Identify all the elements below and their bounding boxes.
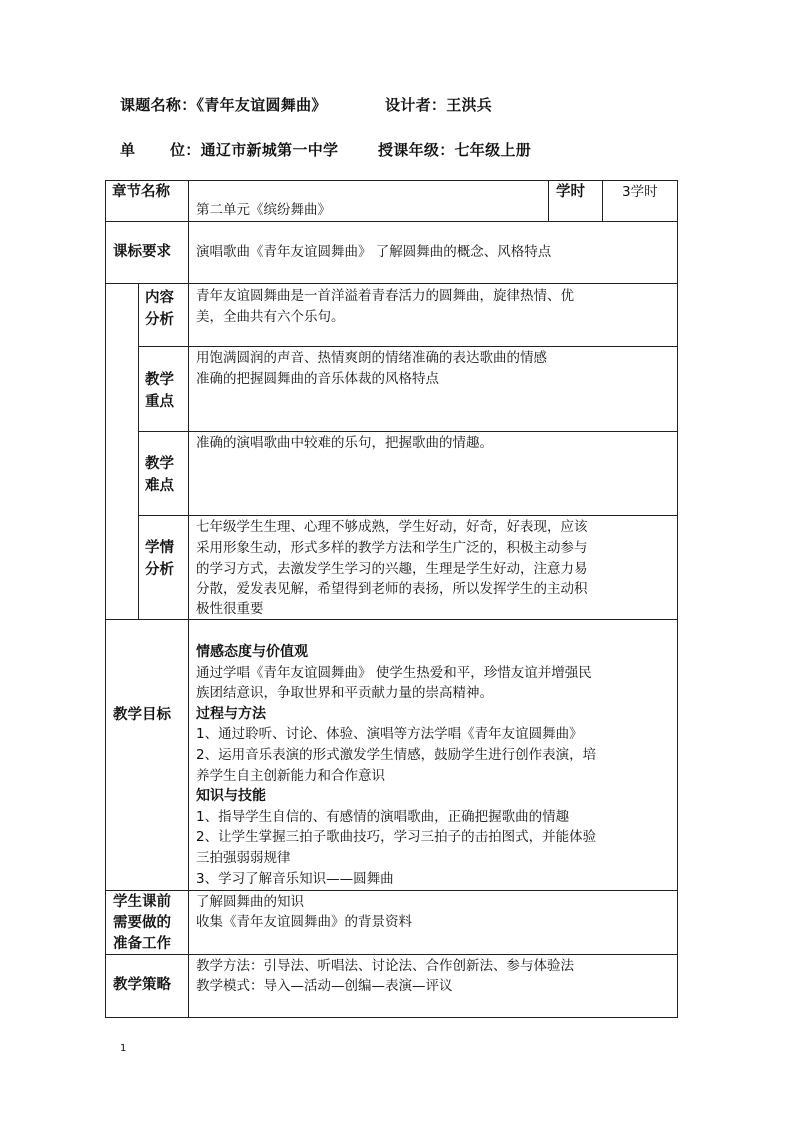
grade: 授课年级：七年级上册 bbox=[378, 141, 532, 159]
goals-heading: 知识与技能 bbox=[196, 788, 266, 805]
students-label-1: 学情 bbox=[145, 540, 174, 556]
unit-label: 单 bbox=[120, 141, 136, 159]
content-label-2: 分析 bbox=[145, 312, 174, 328]
key-label-2: 重点 bbox=[145, 394, 174, 410]
goals-line: 1、通过聆听、讨论、体验、演唱等方法学唱《青年友谊圆舞曲》 bbox=[196, 726, 583, 743]
hours-label: 学时 bbox=[556, 184, 585, 200]
goals-line: 三拍强弱弱规律 bbox=[196, 850, 291, 866]
content-line-1: 青年友谊圆舞曲是一首洋溢着青春活力的圆舞曲，旋律热情、优 bbox=[196, 288, 574, 304]
strategy-label: 教学策略 bbox=[113, 977, 171, 993]
page-number: 1 bbox=[120, 1043, 127, 1054]
content-line-2: 美，全曲共有六个乐句。 bbox=[196, 309, 345, 325]
designer: 设计者：王洪兵 bbox=[385, 96, 493, 114]
hours-value: 3学时 bbox=[622, 184, 658, 200]
key-line-2: 准确的把握圆舞曲的音乐体裁的风格特点 bbox=[196, 371, 439, 387]
lesson-title: 课题名称：《青年友谊圆舞曲》 bbox=[120, 96, 327, 114]
difficulty-label-1: 教学 bbox=[145, 456, 174, 472]
goals-line: 养学生自主创新能力和合作意识 bbox=[196, 767, 385, 784]
goals-line: 通过学唱《青年友谊圆舞曲》 使学生热爱和平，珍惜友谊并增强民 bbox=[196, 664, 592, 681]
prep-label-1: 学生课前 bbox=[113, 894, 171, 910]
goals-label: 教学目标 bbox=[113, 707, 171, 723]
students-label-2: 分析 bbox=[145, 562, 174, 578]
standard-label: 课标要求 bbox=[113, 244, 171, 260]
prep-line-2: 收集《青年友谊圆舞曲》的背景资料 bbox=[196, 914, 412, 930]
strategy-line-2: 教学模式：导入—活动—创编—表演—评议 bbox=[196, 978, 453, 994]
strategy-line-1: 教学方法：引导法、听唱法、讨论法、合作创新法、参与体验法 bbox=[196, 958, 574, 974]
goals-line: 2、让学生掌握三拍子歌曲技巧，学习三拍子的击拍图式，并能体验 bbox=[196, 829, 597, 846]
prep-label-2: 需要做的 bbox=[113, 915, 171, 931]
students-line-1: 七年级学生生理、心理不够成熟，学生好动，好奇，好表现，应该 bbox=[196, 519, 588, 535]
goals-heading: 过程与方法 bbox=[196, 705, 266, 722]
content-label-1: 内容 bbox=[145, 290, 174, 306]
chapter-label: 章节名称 bbox=[112, 184, 170, 200]
difficulty-line-1: 准确的演唱歌曲中较难的乐句，把握歌曲的情趣。 bbox=[196, 435, 493, 451]
students-line-3: 的学习方式，去激发学生学习的兴趣，生理是学生好动，注意力易 bbox=[196, 561, 588, 577]
goals-line: 3、学习了解音乐知识——圆舞曲 bbox=[196, 870, 394, 887]
goals-line: 2、运用音乐表演的形式激发学生情感，鼓励学生进行创作表演，培 bbox=[196, 747, 597, 763]
key-label-1: 教学 bbox=[145, 372, 174, 388]
unit-value: 位：通辽市新城第一中学 bbox=[170, 141, 339, 159]
students-line-4: 分散，爱发表见解，希望得到老师的表扬，所以发挥学生的主动积 bbox=[196, 581, 588, 597]
chapter-value: 第二单元《缤纷舞曲》 bbox=[196, 202, 331, 218]
goals-line: 族团结意识，争取世界和平贡献力量的崇高精神。 bbox=[196, 685, 493, 702]
students-line-2: 采用形象生动，形式多样的教学方法和学生广泛的，积极主动参与 bbox=[196, 540, 588, 556]
prep-label-3: 准备工作 bbox=[113, 936, 171, 952]
key-line-1: 用饱满圆润的声音、热情爽朗的情绪准确的表达歌曲的情感 bbox=[196, 350, 547, 366]
goals-line: 1、指导学生自信的、有感情的演唱歌曲，正确把握歌曲的情趣 bbox=[196, 808, 570, 825]
prep-line-1: 了解圆舞曲的知识 bbox=[196, 894, 304, 910]
difficulty-label-2: 难点 bbox=[145, 478, 174, 494]
students-line-5: 极性很重要 bbox=[196, 601, 264, 617]
standard-value: 演唱歌曲《青年友谊圆舞曲》 了解圆舞曲的概念、风格特点 bbox=[196, 244, 552, 260]
goals-heading: 情感态度与价值观 bbox=[196, 644, 308, 660]
